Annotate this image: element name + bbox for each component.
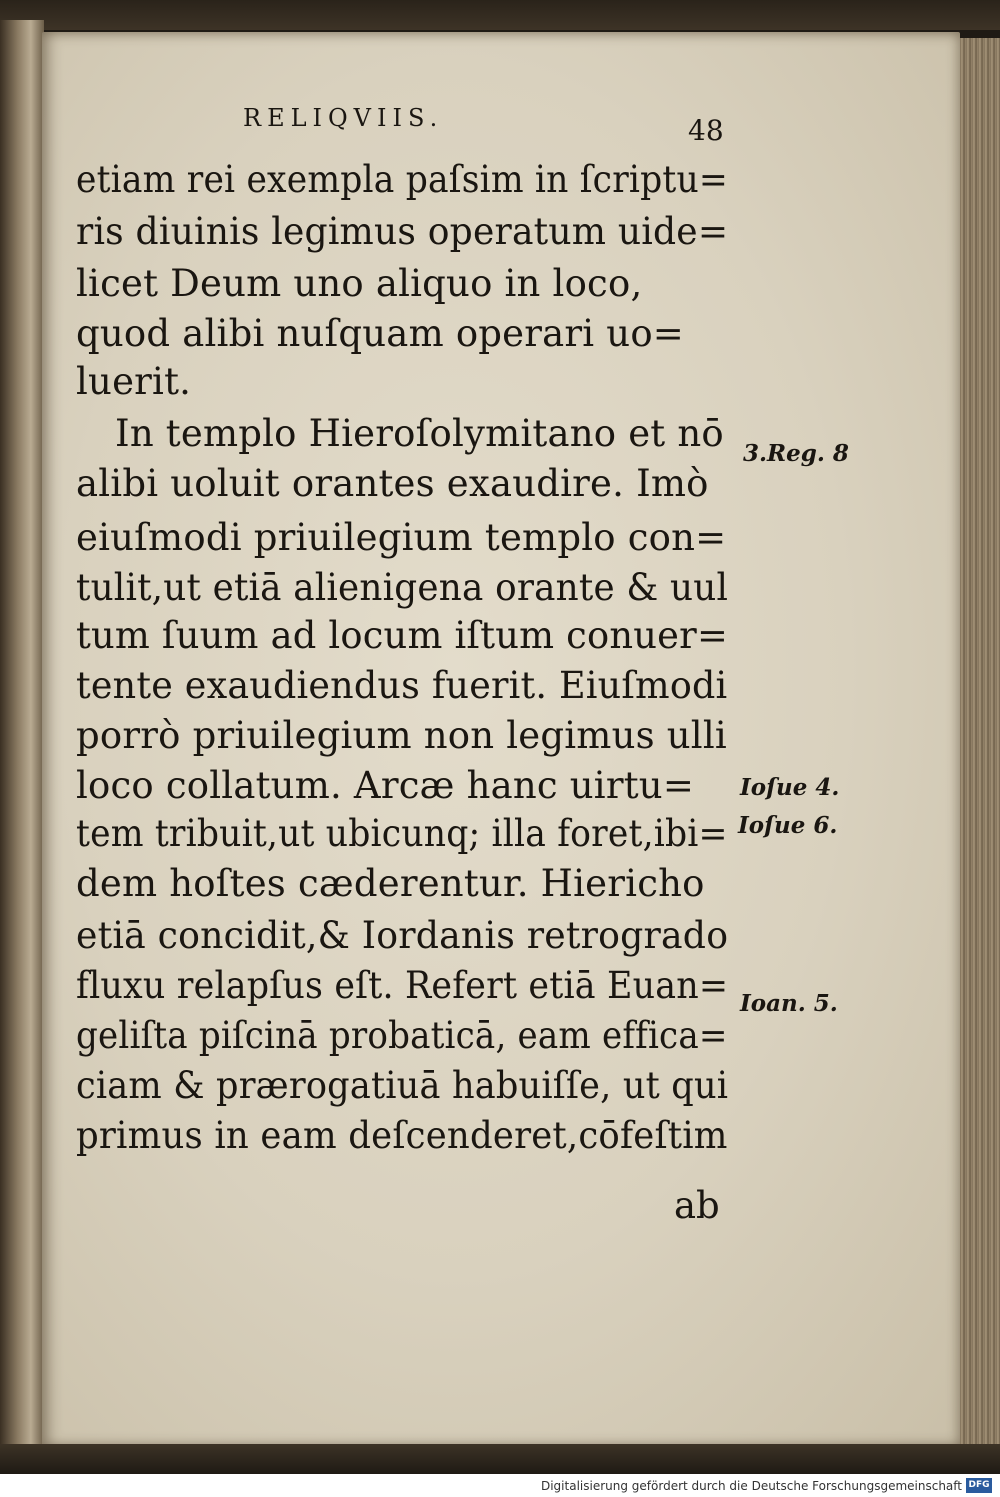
text-line: etiam rei exempla paſsim in ſcriptu= [76,158,729,201]
marginal-note: Ioſue 6. [738,812,838,839]
text-line: loco collatum. Arcæ hanc uirtu= [76,764,695,807]
page-number: 48 [688,114,724,147]
text-line: alibi uoluit orantes exaudire. Imò [76,462,709,505]
text-line: tum ſuum ad locum iſtum conuer= [76,614,729,657]
text-line: fluxu relapſus eſt. Refert etiā Euan= [76,964,729,1007]
marginal-note: Ioan. 5. [740,990,838,1017]
book-top-edge [0,0,1000,30]
text-line: ris diuinis legimus operatum uide= [76,210,729,253]
text-line: ciam & prærogatiuā habuiſſe, ut qui [76,1064,729,1107]
text-line: licet Deum uno aliquo in loco, [76,262,643,305]
left-page-edge [0,20,44,1450]
text-line: tulit,ut etiā alienigena orante & uul [76,566,729,609]
text-line: dem hoſtes cæderentur. Hiericho [76,862,705,905]
text-line: eiuſmodi priuilegium templo con= [76,516,727,559]
marginal-note: Ioſue 4. [740,774,840,801]
text-line: porrò priuilegium non legimus ulli [76,714,727,757]
text-line: geliſta piſcinā probaticā, eam effica= [76,1014,728,1057]
text-line: tem tribuit,ut ubicunq; illa foret,ibi= [76,812,728,855]
marginal-note: 3.Reg. 8 [743,440,849,467]
text-line: primus in eam deſcenderet,cōfeſtim [76,1114,728,1157]
footer-credit: Digitalisierung gefördert durch die Deutsche Forschungsgemeinschaft [540,1479,962,1493]
running-head: RELIQVIIS. [243,104,444,132]
dfg-logo[interactable]: DFG [966,1478,992,1493]
catchword: ab [674,1184,720,1227]
text-line: luerit. [76,360,192,403]
book-bottom-edge [0,1444,1000,1474]
text-line: In templo Hieroſolymitano et nō [115,412,724,455]
text-line: etiā concidit,& Iordanis retrogrado [76,914,729,957]
text-line: quod alibi nuſquam operari uo= [76,312,685,355]
text-line: tente exaudiendus fuerit. Eiuſmodi [76,664,728,707]
